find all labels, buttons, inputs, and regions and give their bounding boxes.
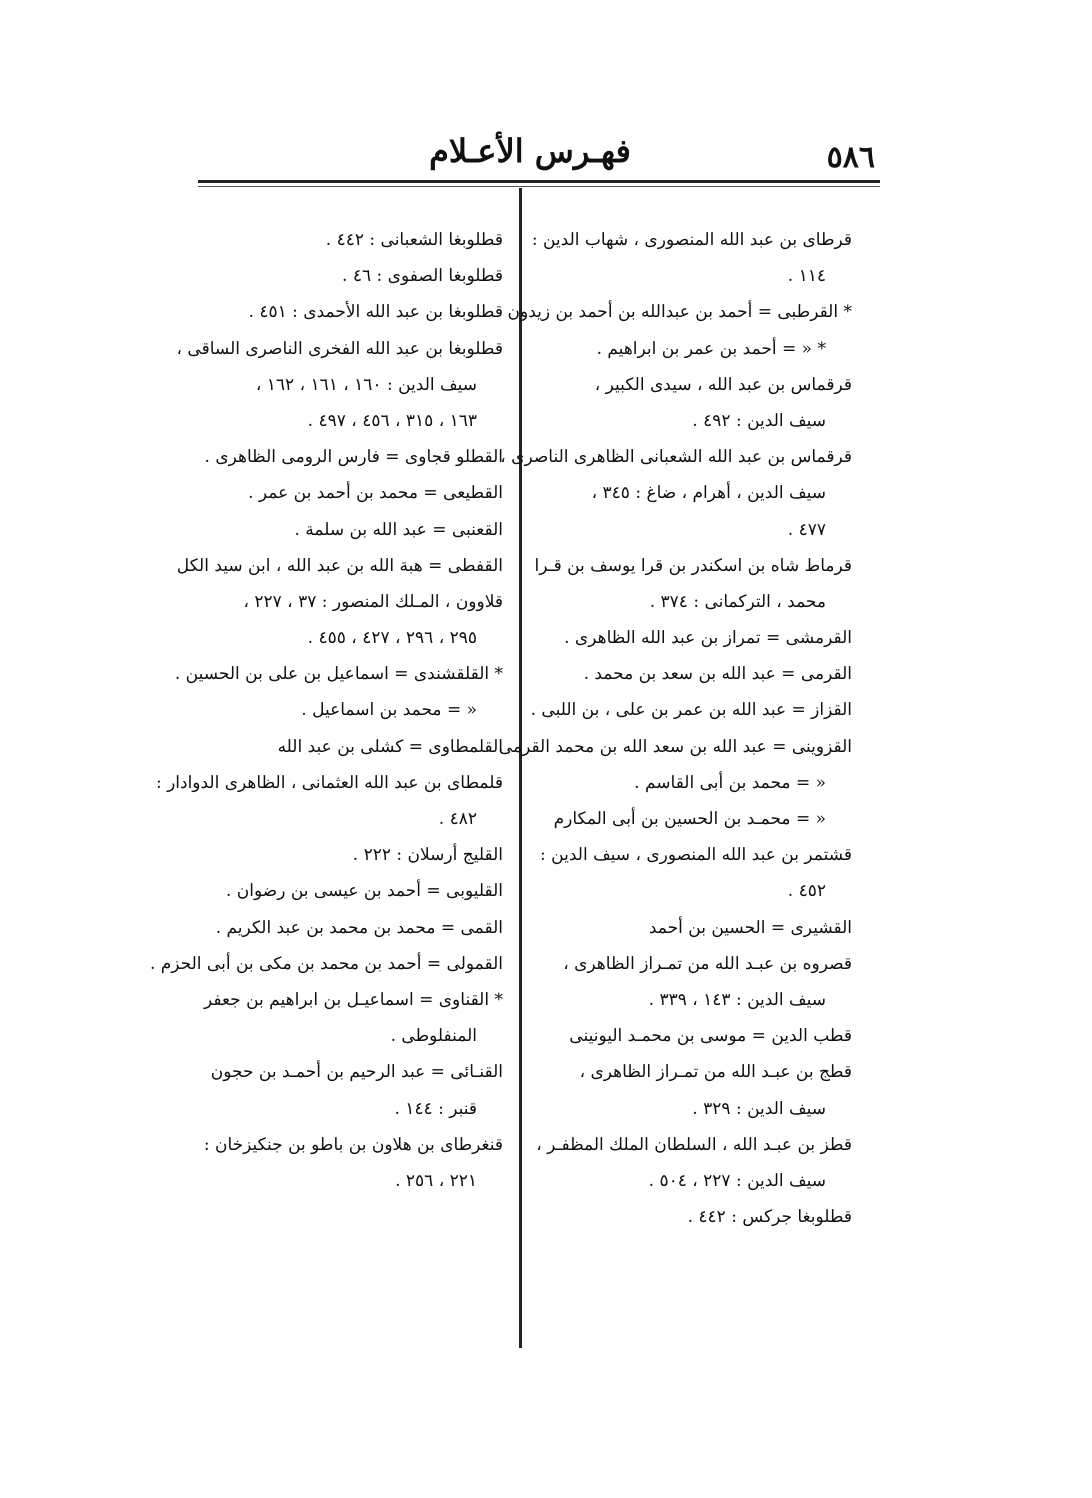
header-rule-thin [198,186,880,187]
index-entry: القفطى = هبة الله بن عبد الله ، ابن سيد الكل [176,555,503,576]
index-entry: سيف الدين : ١٤٣ ، ٣٣٩ . [648,989,826,1010]
index-entry: ٤٧٧ . [787,519,826,540]
index-entry: القطلو قجاوى = فارس الرومى الظاهرى . [204,447,503,468]
index-entry: المنفلوطى . [390,1026,477,1047]
index-entry: سيف الدين : ٤٩٢ . [692,410,826,431]
left-column [149,222,503,1199]
index-entry: سيف الدين : ٣٢٩ . [692,1098,826,1119]
index-entry: قرطاى بن عبد الله المنصورى ، شهاب الدين : [531,230,852,250]
index-entry: قنغرطاى بن هلاون بن باطو بن جنكيزخان : [203,1134,503,1155]
index-entry: قطز بن عبـد الله ، السلطان الملك المظفـر ، [536,1134,852,1155]
index-entry: قطلوبغا بن عبد الله الفخرى الناصرى الساقى ، [176,338,503,359]
index-entry: * القلقشندى = اسماعيل بن على بن الحسين . [174,664,503,685]
index-entry: القمولى = أحمد بن محمد بن مكى بن أبى الحزم . [149,953,503,974]
right-column [498,222,852,1235]
index-entry: قطلوبغا جركس : ٤٤٢ . [687,1207,852,1228]
index-entry: قطلوبغا بن عبد الله الأحمدى : ٤٥١ . [248,302,503,323]
index-entry: قلاوون ، المـلك المنصور : ٣٧ ، ٢٢٧ ، [243,591,503,612]
index-entry: القعنبى = عبد الله بن سلمة . [294,519,503,540]
index-entry: القنـائى = عبد الرحيم بن أحمـد بن حجون [210,1062,503,1083]
index-entry: القرمى = عبد الله بن سعد بن محمد . [583,664,852,685]
index-entry: سيف الدين ، أهرام ، ضاغ : ٣٤٥ ، [591,483,826,504]
index-entry: القليج أرسلان : ٢٢٢ . [352,845,503,866]
index-entry: ٢٩٥ ، ٢٩٦ ، ٤٢٧ ، ٤٥٥ . [307,628,477,649]
index-entry: القمى = محمد بن محمد بن عبد الكريم . [215,917,503,938]
index-entry: القلمطاوى = كشلى بن عبد الله [277,736,503,757]
index-entry: قرماط شاه بن اسكندر بن قرا يوسف بن قـرا [534,555,852,576]
index-entry: * « = أحمد بن عمر بن ابراهيم . [596,338,826,359]
index-entry: سيف الدين : ٢٢٧ ، ٥٠٤ . [648,1170,826,1191]
index-entry: القزاز = عبد الله بن عمر بن على ، بن اللبى . [530,700,852,721]
index-entry: قطلوبغا الصفوى : ٤٦ . [342,266,503,287]
index-entry: القشيرى = الحسين بن أحمد [648,917,852,938]
index-entry: محمد ، التركمانى : ٣٧٤ . [649,591,826,612]
index-entry: القزوينى = عبد الله بن سعد الله بن محمد القرمى [498,736,852,757]
index-entry: ٤٥٢ . [787,881,826,902]
index-entry: قلمطاى بن عبد الله العثمانى ، الظاهرى الدوادار : [155,772,503,793]
index-entry: ٤٨٢ . [438,809,477,829]
index-entry: « = محمد بن أبى القاسم . [634,772,826,793]
column-divider [519,188,522,1348]
index-entry: قصروه بن عبـد الله من تمـراز الظاهرى ، [563,953,852,974]
index-entry: قنبر : ١٤٤ . [394,1098,477,1119]
index-entry: القرمشى = تمراز بن عبد الله الظاهرى . [564,628,852,649]
page-title: فهـرس الأعـلام [429,132,631,170]
index-entry: قطب الدين = موسى بن محمـد اليونينى [569,1026,852,1047]
index-entry: سيف الدين : ١٦٠ ، ١٦١ ، ١٦٢ ، [255,374,477,395]
index-entry: قطج بن عبـد الله من تمـراز الظاهرى ، [579,1062,852,1083]
index-entry: * القرطبى = أحمد بن عبدالله بن أحمد بن زيدون [507,302,852,323]
index-entry: « = محمد بن اسماعيل . [301,700,477,721]
index-entry: « = محمـد بن الحسين بن أبى المكارم [553,809,826,829]
index-entry: * القناوى = اسماعيـل بن ابراهيم بن جعفر [203,989,503,1010]
index-entry: قطلوبغا الشعبانى : ٤٤٢ . [325,230,503,250]
index-entry: القليوبى = أحمد بن عيسى بن رضوان . [226,881,503,902]
index-entry: ١٦٣ ، ٣١٥ ، ٤٥٦ ، ٤٩٧ . [307,410,477,431]
index-entry: قرقماس بن عبد الله ، سيدى الكبير ، [594,374,852,395]
index-entry: قشتمر بن عبد الله المنصورى ، سيف الدين : [540,845,852,866]
header-rule [198,180,880,183]
page-number: ٥٨٦ [826,140,875,175]
index-entry: القطيعى = محمد بن أحمد بن عمر . [248,483,503,504]
index-entry: ١١٤ . [787,266,826,287]
index-entry: قرقماس بن عبد الله الشعبانى الظاهرى الناصرى ، [500,447,852,468]
index-entry: ٢٢١ ، ٢٥٦ . [395,1170,477,1191]
